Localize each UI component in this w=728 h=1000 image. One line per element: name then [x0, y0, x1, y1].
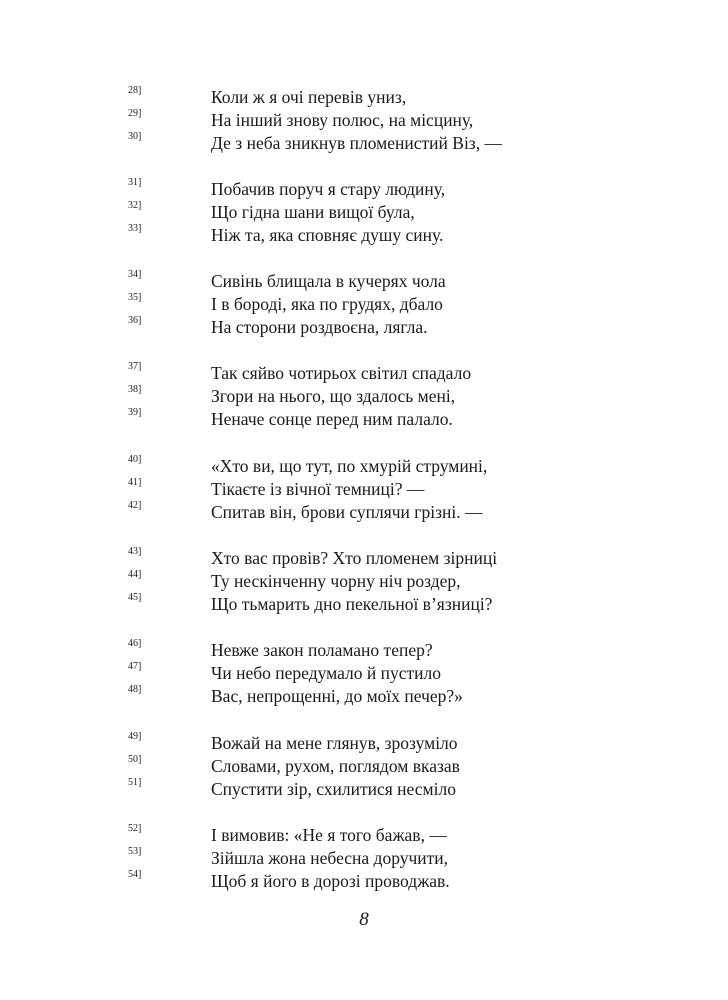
line-number: 32]: [128, 200, 142, 211]
verse-line-39: [0, 407, 728, 431]
line-number: 37]: [128, 361, 142, 372]
verse-line-28: [0, 85, 728, 109]
line-number: 35]: [128, 292, 142, 303]
verse-text: Спитав він, брови суплячи грізні. —: [211, 502, 483, 522]
verse-line-46: [0, 638, 728, 662]
verse-text: Тікаєте із вічної темниці? —: [211, 479, 425, 499]
verse-text: Хто вас провів? Хто пломенем зірниці: [211, 548, 498, 568]
verse-text: Зійшла жона небесна доручити,: [211, 848, 449, 868]
verse-text: Чи небо передумало й пустило: [211, 663, 441, 683]
verse-text: На сторони роздвоєна, лягла.: [211, 317, 428, 337]
verse-text: На інший знову полюс, на місцину,: [211, 110, 474, 130]
verse-line-35: [0, 292, 728, 316]
verse-text: Сивінь блищала в кучерях чола: [211, 271, 446, 291]
verse-line-49: [0, 731, 728, 755]
verse-line-33: [0, 223, 728, 247]
verse-text: Побачив поруч я стару людину,: [211, 179, 446, 199]
line-number: 41]: [128, 477, 142, 488]
verse-line-53: [0, 846, 728, 870]
verse-text: Що гідна шани вищої була,: [211, 202, 415, 222]
line-number: 31]: [128, 177, 142, 188]
verse-text: Невже закон поламано тепер?: [211, 640, 433, 660]
line-number: 36]: [128, 315, 142, 326]
line-number: 50]: [128, 754, 142, 765]
verse-line-47: [0, 661, 728, 685]
verse-line-52: [0, 823, 728, 847]
verse-line-36: [0, 315, 728, 339]
verse-line-50: [0, 754, 728, 778]
verse-line-42: [0, 500, 728, 524]
line-number: 38]: [128, 384, 142, 395]
line-number: 43]: [128, 546, 142, 557]
verse-text: Що тьмарить дно пекельної в’язниці?: [211, 594, 493, 614]
verse-line-44: [0, 569, 728, 593]
verse-text: Ніж та, яка сповняє душу сину.: [211, 225, 444, 245]
line-number: 40]: [128, 454, 142, 465]
line-number: 33]: [128, 223, 142, 234]
verse-text: І в бороді, яка по грудях, дбало: [211, 294, 443, 314]
line-number: 45]: [128, 592, 142, 603]
verse-line-31: [0, 177, 728, 201]
line-number: 46]: [128, 638, 142, 649]
verse-line-30: [0, 131, 728, 155]
verse-text: Коли ж я очі перевів униз,: [211, 87, 407, 107]
verse-line-45: [0, 592, 728, 616]
verse-line-32: [0, 200, 728, 224]
verse-text: Спустити зір, схилитися несміло: [211, 779, 456, 799]
verse-line-38: [0, 384, 728, 408]
verse-text: І вимовив: «Не я того бажав, —: [211, 825, 447, 845]
line-number: 29]: [128, 108, 142, 119]
line-number: 28]: [128, 85, 142, 96]
verse-line-29: [0, 108, 728, 132]
verse-text: Ту нескінченну чорну ніч роздер,: [211, 571, 461, 591]
verse-text: «Хто ви, що тут, по хмурій струмині,: [211, 456, 488, 476]
line-number: 44]: [128, 569, 142, 580]
line-number: 54]: [128, 869, 142, 880]
verse-line-43: [0, 546, 728, 570]
verse-line-34: [0, 269, 728, 293]
line-number: 52]: [128, 823, 142, 834]
line-number: 42]: [128, 500, 142, 511]
verse-text: Щоб я його в дорозі проводжав.: [211, 871, 450, 891]
verse-line-54: [0, 869, 728, 893]
line-number: 34]: [128, 269, 142, 280]
verse-line-37: [0, 361, 728, 385]
line-number: 30]: [128, 131, 142, 142]
line-number: 39]: [128, 407, 142, 418]
verse-text: Де з неба зникнув пломенистий Віз, —: [211, 133, 502, 153]
line-number: 53]: [128, 846, 142, 857]
line-number: 49]: [128, 731, 142, 742]
line-number: 47]: [128, 661, 142, 672]
page-number: 8: [359, 909, 369, 930]
verse-text: Вожай на мене глянув, зрозуміло: [211, 733, 458, 753]
line-number: 48]: [128, 684, 142, 695]
verse-line-51: [0, 777, 728, 801]
verse-line-48: [0, 684, 728, 708]
line-number: 51]: [128, 777, 142, 788]
verse-line-41: [0, 477, 728, 501]
verse-line-40: [0, 454, 728, 478]
verse-text: Неначе сонце перед ним палало.: [211, 409, 453, 429]
verse-text: Згори на нього, що здалось мені,: [211, 386, 456, 406]
verse-text: Так сяйво чотирьох світил спадало: [211, 363, 472, 383]
verse-text: Вас, непрощенні, до моїх печер?»: [211, 686, 463, 706]
verse-text: Словами, рухом, поглядом вказав: [211, 756, 460, 776]
